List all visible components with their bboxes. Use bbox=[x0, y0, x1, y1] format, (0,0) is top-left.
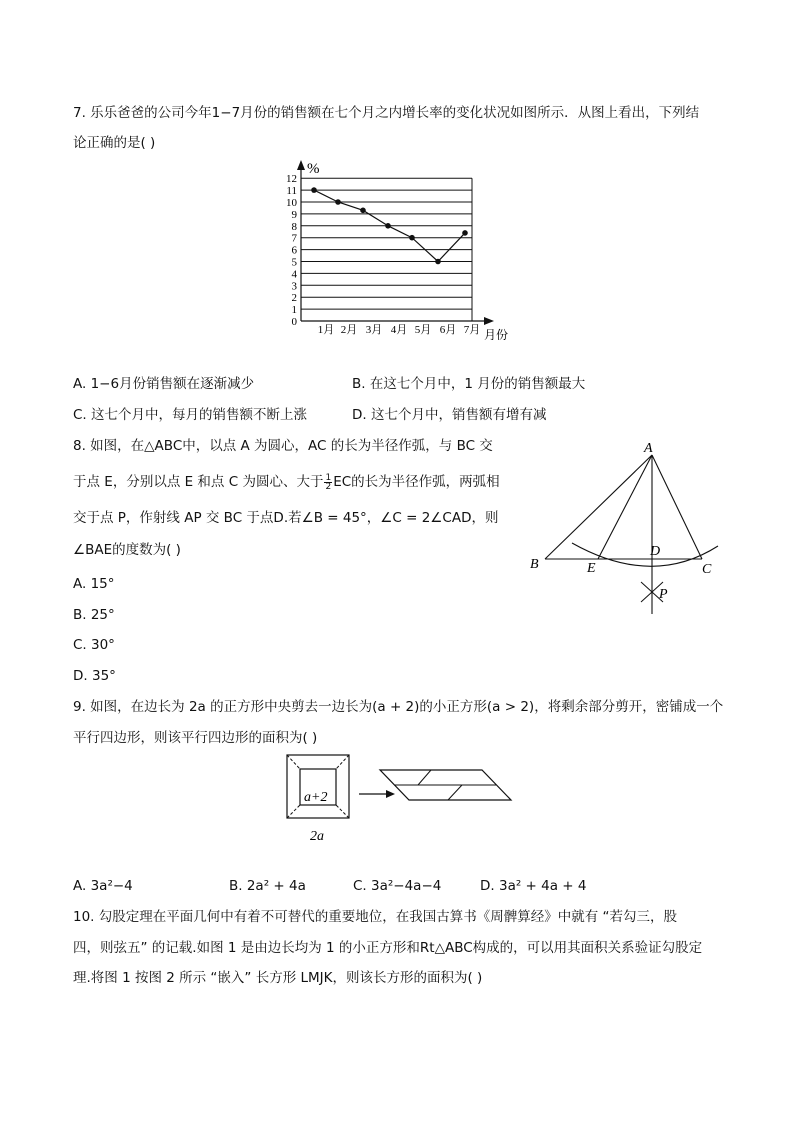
chart-ytick-label: 3 bbox=[291, 280, 297, 293]
cut-dash-tl bbox=[287, 755, 300, 769]
q10-stem-line1: 10. 勾股定理在平面几何中有着不可替代的重要地位，在我国古算书《周髀算经》中就有 “若勾三，股 bbox=[73, 909, 678, 925]
chart-ytick-label: 2 bbox=[291, 292, 297, 305]
q9-option-d: D. 3a² + 4a + 4 bbox=[480, 878, 587, 894]
inner-square-label: a+2 bbox=[304, 790, 328, 805]
q10-stem-line2: 四，则弦五” 的记载.如图 1 是由边长均为 1 的小正方形和Rt△ABC构成的，可以用其面积关系验证勾股定 bbox=[73, 940, 703, 956]
label-d: D bbox=[650, 544, 661, 559]
chart-xtick-label: 4月 bbox=[390, 324, 408, 336]
cut-dash-tr bbox=[336, 755, 349, 769]
fraction-denominator: 2 bbox=[325, 481, 332, 492]
q8-stem-line4: ∠BAE的度数为( ) bbox=[73, 542, 181, 558]
cut-dash-br bbox=[336, 805, 349, 818]
outer-square bbox=[287, 755, 349, 818]
chart-ylabel: % bbox=[307, 161, 320, 177]
chart-ytick-label: 4 bbox=[291, 268, 297, 281]
chart-xtick-label: 5月 bbox=[414, 324, 432, 336]
chart-ytick-label: 7 bbox=[291, 232, 297, 245]
q10-stem-line3: 理.将图 1 按图 2 所示 “嵌入” 长方形 LMJK，则该长方形的面积为( ) bbox=[73, 970, 483, 986]
q7-option-b: B. 在这七个月中，1 月份的销售额最大 bbox=[352, 376, 586, 392]
q8-stem-line3: 交于点 P，作射线 AP 交 BC 于点D.若∠B = 45°，∠C = 2∠CAD，则 bbox=[73, 510, 499, 526]
parallelogram-cut-top bbox=[418, 770, 431, 785]
label-a: A bbox=[644, 441, 653, 456]
chart-ytick-label: 0 bbox=[291, 316, 297, 328]
q8-option-c: C. 30° bbox=[73, 637, 115, 653]
transform-arrow-head bbox=[386, 790, 395, 798]
q8-stem-line1: 8. 如图，在△ABC中，以点 A 为圆心，AC 的长为半径作弧，与 BC 交 bbox=[73, 438, 493, 454]
q9-stem-line2: 平行四边形，则该平行四边形的面积为( ) bbox=[73, 730, 318, 746]
q8-option-d: D. 35° bbox=[73, 668, 116, 684]
label-c: C bbox=[702, 562, 712, 577]
chart-ytick-label: 10 bbox=[286, 197, 297, 209]
q7-stem-line1: 7. 乐乐爸爸的公司今年1−7月份的销售额在七个月之内增长率的变化状况如图所示．从图上看出，下列结 bbox=[73, 105, 700, 121]
q8-stem-line2-post: EC的长为半径作弧，两弧相 bbox=[333, 474, 500, 490]
chart-ytick-label: 1 bbox=[291, 304, 297, 317]
q9-option-b: B. 2a² + 4a bbox=[229, 878, 306, 894]
q7-option-c: C. 这七个月中，每月的销售额不断上涨 bbox=[73, 407, 308, 423]
chart-ytick-label: 11 bbox=[286, 185, 297, 198]
q7-option-a: A. 1−6月份销售额在逐渐减少 bbox=[73, 376, 255, 392]
q7-option-d: D. 这七个月中，销售额有增有减 bbox=[352, 407, 547, 423]
q8-option-a: A. 15° bbox=[73, 576, 115, 592]
chart-xtick-label: 6月 bbox=[439, 324, 457, 336]
label-p: P bbox=[659, 587, 668, 602]
chart-xtick-label: 3月 bbox=[365, 324, 383, 336]
chart-xtick-label: 2月 bbox=[340, 324, 358, 336]
chart-xtick-label: 7月 bbox=[463, 324, 481, 336]
outer-square-label: 2a bbox=[310, 829, 324, 844]
cut-dash-bl bbox=[287, 805, 300, 818]
chart-ytick-label: 8 bbox=[291, 220, 297, 233]
q8-option-b: B. 25° bbox=[73, 607, 115, 623]
label-e: E bbox=[587, 561, 596, 576]
parallelogram-cut-bottom bbox=[448, 785, 462, 800]
chart-xtick-label: 1月 bbox=[317, 324, 335, 336]
chart-ytick-label: 9 bbox=[291, 208, 297, 221]
chart-ytick-label: 5 bbox=[291, 256, 297, 269]
q9-stem-line1: 9. 如图，在边长为 2a 的正方形中央剪去一边长为(a + 2)的小正方形(a > 2)，将剩余部分剪开，密铺成一个 bbox=[73, 699, 724, 715]
chart-xlabel: 月份 bbox=[484, 328, 509, 342]
chart-ytick-label: 12 bbox=[286, 173, 297, 186]
label-b: B bbox=[530, 557, 539, 572]
q9-option-c: C. 3a²−4a−4 bbox=[353, 878, 442, 894]
fraction-numerator: 1 bbox=[325, 472, 332, 483]
q8-stem-line2-pre: 于点 E，分别以点 E 和点 C 为圆心、大于 bbox=[73, 474, 324, 490]
q7-stem-line2: 论正确的是( ) bbox=[73, 135, 156, 151]
q9-option-a: A. 3a²−4 bbox=[73, 878, 133, 894]
chart-ytick-label: 6 bbox=[291, 244, 297, 257]
